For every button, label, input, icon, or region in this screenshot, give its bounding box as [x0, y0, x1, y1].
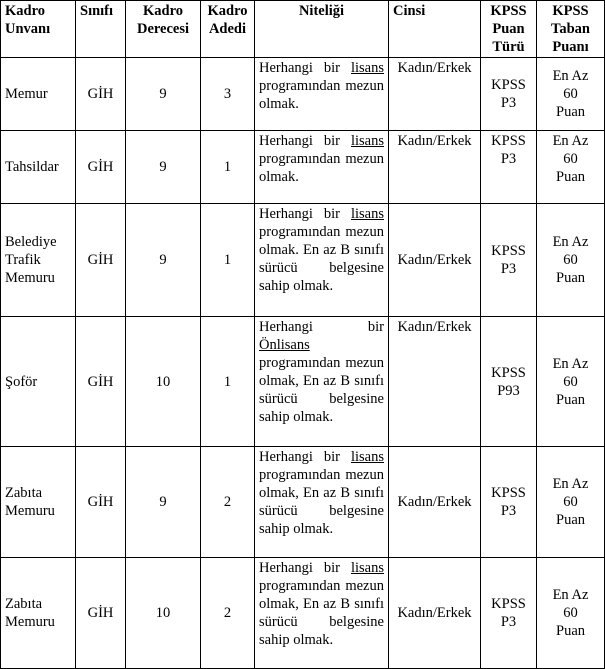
cell-unvan: Memur — [1, 58, 76, 131]
cell-puan-turu: KPSS P3 — [481, 447, 537, 558]
cell-adet: 3 — [201, 58, 255, 131]
cell-taban-puan: En Az 60 Puan — [537, 317, 605, 447]
cell-adet: 2 — [201, 558, 255, 669]
cell-unvan: Tahsildar — [1, 131, 76, 204]
cell-cinsi: Kadın/Erkek — [389, 447, 481, 558]
header-cinsi: Cinsi — [389, 1, 481, 58]
header-sinifi: Sınıfı — [76, 1, 126, 58]
cell-taban-puan: En Az 60 Puan — [537, 204, 605, 317]
cell-taban-puan: En Az 60 Puan — [537, 558, 605, 669]
cell-taban-puan: En Az 60 Puan — [537, 447, 605, 558]
cell-nitelik: Herhangi bir lisans programından mezun olmak. En az B sınıfı sürücü belgesine sahip olmak. — [255, 204, 389, 317]
header-kpss-taban-puani: KPSS Taban Puanı — [537, 1, 605, 58]
table-row — [1, 204, 605, 317]
cell-puan-turu: KPSS P93 — [481, 317, 537, 447]
cell-derece: 9 — [126, 131, 201, 204]
header-row — [1, 1, 605, 58]
cell-unvan: Şoför — [1, 317, 76, 447]
cell-cinsi: Kadın/Erkek — [389, 58, 481, 131]
cell-cinsi: Kadın/Erkek — [389, 558, 481, 669]
cell-cinsi: Kadın/Erkek — [389, 204, 481, 317]
cell-adet: 1 — [201, 131, 255, 204]
cell-sinif: GİH — [76, 131, 126, 204]
cell-taban-puan: En Az 60 Puan — [537, 131, 605, 204]
cell-unvan: Zabıta Memuru — [1, 447, 76, 558]
cell-derece: 9 — [126, 447, 201, 558]
table-row — [1, 58, 605, 131]
cell-adet: 1 — [201, 204, 255, 317]
cell-sinif: GİH — [76, 447, 126, 558]
cell-derece: 9 — [126, 58, 201, 131]
table-row — [1, 317, 605, 447]
table-row — [1, 447, 605, 558]
cell-nitelik: Herhangi bir lisans programından mezun olmak. — [255, 58, 389, 131]
header-kpss-puan-turu: KPSS Puan Türü — [481, 1, 537, 58]
cell-derece: 9 — [126, 204, 201, 317]
cell-cinsi: Kadın/Erkek — [389, 317, 481, 447]
cell-puan-turu: KPSS P3 — [481, 58, 537, 131]
table-row — [1, 558, 605, 669]
cell-sinif: GİH — [76, 558, 126, 669]
cell-taban-puan: En Az 60 Puan — [537, 58, 605, 131]
cell-nitelik: Herhangi bir lisans programından mezun olmak, En az B sınıfı sürücü belgesine sahip olmak. — [255, 558, 389, 669]
cell-unvan: Belediye Trafik Memuru — [1, 204, 76, 317]
table-row — [1, 131, 605, 204]
cell-puan-turu: KPSS P3 — [481, 131, 537, 204]
cell-puan-turu: KPSS P3 — [481, 558, 537, 669]
cell-adet: 1 — [201, 317, 255, 447]
header-niteligi: Niteliği — [255, 1, 389, 58]
header-kadro-adedi: Kadro Adedi — [201, 1, 255, 58]
cell-adet: 2 — [201, 447, 255, 558]
cell-derece: 10 — [126, 317, 201, 447]
cell-sinif: GİH — [76, 58, 126, 131]
cell-nitelik: Herhangi bir lisans programından mezun olmak. — [255, 131, 389, 204]
cell-nitelik: Herhangi bir lisans programından mezun olmak, En az B sınıfı sürücü belgesine sahip olmak. — [255, 447, 389, 558]
cell-sinif: GİH — [76, 317, 126, 447]
cell-nitelik: Herhangi bir Önlisans programından mezun olmak, En az B sınıfı sürücü belgesine sahip olmak. — [255, 317, 389, 447]
cell-unvan: Zabıta Memuru — [1, 558, 76, 669]
cell-puan-turu: KPSS P3 — [481, 204, 537, 317]
cell-sinif: GİH — [76, 204, 126, 317]
header-kadro-unvani: Kadro Unvanı — [1, 1, 76, 58]
cell-derece: 10 — [126, 558, 201, 669]
cell-cinsi: Kadın/Erkek — [389, 131, 481, 204]
header-kadro-derecesi: Kadro Derecesi — [126, 1, 201, 58]
